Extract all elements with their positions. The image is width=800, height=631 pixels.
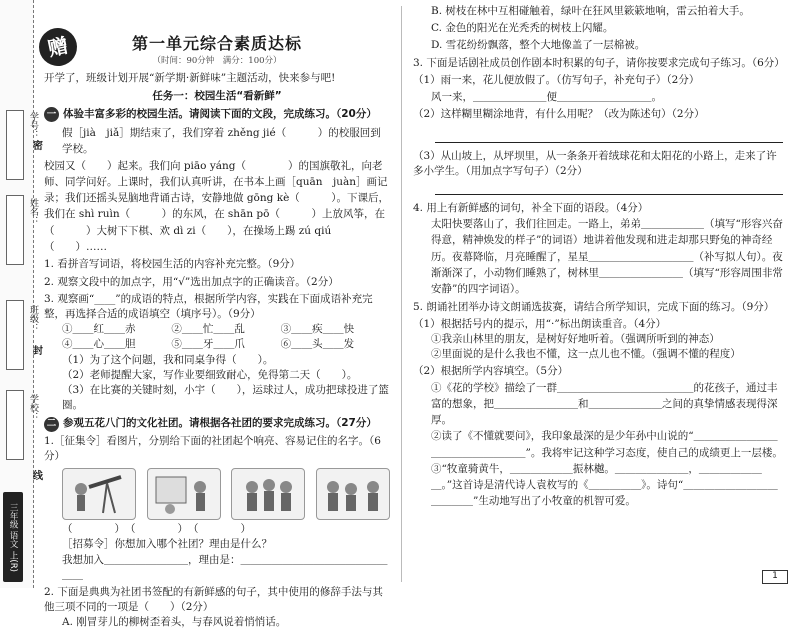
section-title: 体验丰富多彩的校园生活。请阅读下面的文段，完成练习。（20分） — [63, 107, 377, 120]
intro-text: 开学了，班级计划开展“新学期·新鲜味”主题活动，快来参与吧! — [44, 71, 336, 84]
section-2-question-1: 1.［征集令］看图片，分别给下面的社团起个响亮、容易记住的名字。（6分） — [44, 434, 381, 462]
question-2: 2. 观察文段中的加点字，用“√”选出加点字的正确读音。（2分） — [44, 275, 339, 288]
gift-badge: 赠 — [35, 24, 80, 69]
cut-mark-line: 线 — [30, 470, 42, 480]
section-title: 参观五花八门的文化社团。请根据各社团的要求完成练习。（27分） — [63, 417, 377, 430]
passage-line-1: 假［jià jiǎ］期结束了，我们穿着 zhěng jié（ ）的校服回到学校。 — [62, 127, 381, 156]
option-a[interactable]: A. 刚冒芽儿的柳树歪着头，与春风说着悄悄话。 — [62, 616, 287, 629]
join-answer-line[interactable]: 我想加入＿＿＿＿＿＿＿＿，理由是：＿＿＿＿＿＿＿＿＿＿＿＿＿＿＿＿ — [62, 553, 388, 581]
name-box[interactable] — [6, 195, 24, 265]
idiom-item[interactable]: ②＿＿忙＿＿乱 — [171, 323, 245, 336]
name-label: 姓名： — [28, 198, 39, 225]
question-5-2-c[interactable]: ③“牧童骑黄牛，＿＿＿＿＿＿振林樾。＿＿＿＿＿＿＿，＿＿＿＿＿＿＿。”这首诗是清代诗人袁枚写的《＿＿＿＿＿》。诗句“＿＿＿＿＿＿＿＿＿＿＿＿＿”生动地写出了小牧童的机智可爱。 — [431, 462, 778, 508]
question-3: 3. 观察画“____”的成语的特点，根据所学内容，实践在下面成语补充完整，再选择合适的成语填空（填序号）。（9分） — [44, 292, 373, 320]
question-3-1-answer[interactable]: 风一来，＿＿＿＿＿＿＿便＿＿＿＿＿＿＿＿＿。 — [431, 91, 662, 104]
question-3: 3. 下面是话剧社成员创作剧本时积累的句子，请你按要求完成句子练习。（6分） — [413, 56, 785, 69]
exam-info: （时间：90分钟 满分：100分） — [152, 56, 282, 67]
column-divider — [401, 6, 402, 582]
club-images — [62, 468, 390, 520]
section-number: 二 — [44, 417, 59, 432]
idiom-row-1 — [44, 322, 390, 337]
section-2-question-2: 2. 下面是典典为社团书签配的有新鲜感的句子，其中使用的修辞手法与其他三项不同的一项是（ ）（2分） — [44, 586, 383, 614]
question-5-2: （2）根据所学内容填空。（5分） — [413, 365, 569, 378]
idiom-item[interactable]: ①＿＿红＿＿赤 — [62, 323, 136, 336]
idiom-item[interactable]: ⑥＿＿头＿＿发 — [280, 338, 355, 351]
student-id-label: 学号： — [28, 112, 39, 139]
idiom-item[interactable]: ③＿＿疾＿＿快 — [280, 323, 355, 336]
question-3-3: （3）从山坡上，从坪坝里，从一条条开着绒球花和太阳花的小路上，走来了许多小学生。（用加点字写句子）（2分） — [413, 149, 777, 177]
option-b[interactable]: B. 树枝在林中互相碰触着，绿叶在狂风里簌簌地响，雷云拍着大手。 — [431, 5, 750, 17]
fill-item: （2）老师提醒大家，写作业要细致耐心，免得第二天（ ）。 — [62, 368, 358, 381]
question-5-1-b[interactable]: ②里面说的是什么我也不懂，这一点儿也不懂。（强调不懂的程度） — [431, 348, 741, 361]
idiom-item[interactable]: ⑤＿＿牙＿＿爪 — [171, 338, 245, 351]
class-label: 班级： — [28, 305, 39, 332]
question-3-2: （2）这样糊里糊涂地背，有什么用呢？（改为陈述句）（2分） — [413, 108, 705, 121]
question-3-1: （1）雨一来，花儿便放假了。（仿写句子，补充句子）（2分） — [413, 73, 700, 86]
answer-line[interactable] — [435, 181, 783, 195]
choir-club-image — [231, 468, 305, 520]
question-5-1-a[interactable]: ①我亲山林里的朋友，是树好好地听着。（强调所听到的神态） — [431, 332, 720, 345]
question-1: 1. 看拼音写词语，将校园生活的内容补充完整。（9分） — [44, 258, 301, 271]
question-5-2-b[interactable]: ②读了《不懂就要问》，我印象最深的是少年孙中山说的“＿＿＿＿＿＿＿＿＿＿＿＿＿＿＿＿＿”。我将牢记这种学习态度，使自己的成绩更上一层楼。 — [431, 430, 783, 459]
student-id-box[interactable] — [6, 110, 24, 180]
fill-item: （1）为了这个问题，我和同桌争得（ ）。 — [62, 353, 274, 366]
telescope-club-image — [62, 468, 136, 520]
question-5: 5. 朗诵社团举办诗文朗诵选拔赛，请结合所学知识，完成下面的练习。（9分） — [413, 300, 775, 313]
left-column — [44, 4, 390, 631]
answer-line[interactable] — [435, 127, 783, 143]
painting-club-image — [147, 468, 221, 520]
right-column — [413, 4, 783, 510]
idiom-item[interactable]: ④＿＿心＿＿胆 — [62, 338, 136, 351]
recruit-prompt: ［招募令］你想加入哪个社团？理由是什么？ — [62, 538, 272, 551]
page-number: 1 — [762, 570, 788, 584]
question-5-1: （1）根据括号内的提示，用“·”标出朗读重音。（4分） — [413, 317, 667, 330]
section-1-heading — [44, 107, 390, 122]
question-4: 4. 用上有新鲜感的词句，补全下面的语段。（4分） — [413, 201, 649, 214]
passage-body: 校园又（ ）起来。我们向 piāo yáng（ ）的国旗敬礼，向老师、同学问好。上课时，我们认真听讲，在书本上画［quān juàn］画记录；我们还摇头晃脑地背诵古诗，安静地做 gōng kè（ ）。下课后，我们在 shì ruìn（ ）的东风，在 shān pō（ ）上放风筝，在（ ）大树下下棋、欢 dì zi（ ），在操场上踢 zú qiú（ ）…… — [44, 159, 390, 254]
section-2-heading — [44, 416, 390, 431]
binding-strip — [0, 0, 42, 588]
cut-mark-seal2: 封 — [30, 345, 42, 355]
fill-item: （3）在比赛的关键时刻，小宇（ ），运球过人，成功把球投进了篮圈。 — [62, 384, 389, 412]
question-5-2-a[interactable]: ①《花的学校》描绘了一群＿＿＿＿＿＿＿＿＿＿＿＿＿的花孩子，通过丰富的想象，把＿＿＿＿＿＿＿＿和＿＿＿＿＿＿＿之间的真挚情感表现得深厚。 — [431, 381, 778, 427]
task-heading: 任务一：校园生活“看新鲜” — [152, 89, 282, 102]
cut-mark-seal: 密 — [30, 140, 42, 150]
class-box[interactable] — [6, 300, 24, 370]
school-box[interactable] — [6, 390, 24, 460]
idiom-row-2 — [44, 337, 390, 352]
grade-label: 三年级 语文 上(R) — [3, 492, 23, 582]
club-name-blanks[interactable]: （ ） （ ） （ ） — [62, 523, 251, 536]
option-c[interactable]: C. 金色的阳光在光秃秃的树枝上闪耀。 — [431, 22, 614, 35]
question-4-text[interactable]: 太阳快要落山了，我们往回走。一路上，弟弟＿＿＿＿＿＿（填写“形容兴奋得意，精神焕发的样子”的词语）地讲着他发现和进走却那只野兔的神奇经历。夜幕降临，月亮睡醒了，星星＿＿＿＿＿＿＿＿＿＿（补写拟人句）。夜渐渐深了，小动物们睡熟了，树林里＿＿＿＿＿＿＿＿（填写“形容周围非常安静”的四字词语）。 — [431, 218, 783, 296]
option-d[interactable]: D. 雪花纷纷飘落，整个大地像盖了一层棉被。 — [431, 39, 646, 52]
drama-club-image — [316, 468, 390, 520]
page-title: 第一单元综合素质达标 — [131, 34, 302, 53]
school-label: 学校： — [28, 394, 39, 421]
section-number: 一 — [44, 107, 59, 122]
